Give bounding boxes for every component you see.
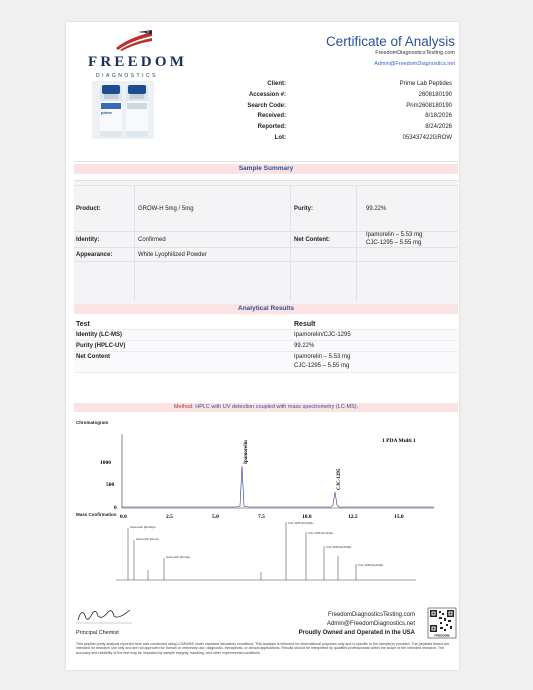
identity-label: Identity:: [76, 237, 100, 243]
peak-label-ipamorelin: Ipamorelin: [244, 440, 249, 464]
x-tick: 12.5: [348, 514, 358, 520]
chemist-signature: [74, 604, 134, 626]
brand-subtitle: DIAGNOSTICS: [96, 73, 158, 79]
freedom-logo: [78, 30, 188, 86]
purity-value: 99.22%: [366, 206, 387, 212]
client-info-label: Lot:: [274, 134, 286, 141]
method-text: HPLC with UV detection coupled with mass spectrometry (LC-MS).: [195, 404, 359, 410]
certificate-page: [66, 22, 459, 670]
y-tick: 1000: [100, 460, 111, 466]
purity-label: Purity:: [294, 206, 314, 212]
mass-label: Mass Confirmation: [76, 512, 117, 517]
appearance-label: Appearance:: [76, 252, 113, 258]
x-tick: 5.0: [212, 514, 219, 520]
client-info-row: [186, 135, 456, 146]
y-tick: 500: [106, 482, 115, 488]
footer-tagline: Proudly Owned and Operated in the USA: [298, 630, 415, 636]
mass-annotation: Ipamorelin [M+Na]+: [166, 555, 191, 559]
y-tick: 0: [114, 505, 117, 511]
mass-annotation: Ipamorelin [M+2H]2+: [130, 525, 157, 529]
net-content-cjc: CJC-1295 – 5.55 mg: [366, 240, 422, 246]
row-result-2: CJC-1295 – 5.55 mg: [294, 363, 350, 369]
results-table: [74, 319, 458, 373]
col-test: Test: [76, 321, 90, 328]
x-tick: 0.0: [120, 514, 127, 520]
product-photo: [92, 81, 154, 139]
x-tick: 7.5: [258, 514, 265, 520]
vial-brand: prime: [101, 110, 112, 115]
mass-spectrum-plot: [76, 518, 456, 586]
disclaimer: This peptide purity analysis reported here was conducted using LCMS/MS under standard laboratory conditions. This analysis is intended for informational purposes only and is specific to the sample(s) provided. The peptides tested are intended for research use only and are not approved for human or veterinary use, diagnostic, therapeutic, or clinical applications. Results should be interpreted by qualified professionals within the scope of the intended research. The accuracy and reliability of the test may be impacted by sample integrity, handling, and other experimental conditions.: [76, 642, 450, 655]
qr-code[interactable]: [428, 608, 456, 638]
header-website[interactable]: FreedomDiagnosticsTesting.com: [375, 50, 455, 56]
client-info-value: 053437422GROW: [402, 134, 452, 141]
table-row: [74, 341, 458, 352]
mass-annotation: CJC-1295 [M+6H]6+: [358, 563, 384, 567]
client-info-value: Prime Lab Peptides: [399, 81, 452, 87]
vial-left: [100, 85, 122, 137]
row-test: Net Content: [76, 354, 110, 360]
x-tick: 10.0: [302, 514, 312, 520]
vial-right: [126, 85, 148, 137]
mass-annotation: CJC-1295 [M+3H]3+: [288, 521, 314, 525]
col-result: Result: [294, 321, 316, 328]
client-info-value: Prim2608180190: [406, 102, 452, 109]
sample-summary-heading: Sample Summary: [74, 164, 458, 174]
client-info-row: [186, 124, 456, 135]
table-row: [74, 330, 458, 341]
client-info-label: Reported:: [257, 124, 286, 131]
client-info-row: [186, 92, 456, 103]
client-info-value: 2608180190: [418, 91, 452, 98]
mass-annotation: CJC-1295 [M+5H]5+: [326, 545, 352, 549]
client-info-value: 8/18/2026: [425, 113, 452, 120]
net-content-ipamorelin: Ipamorelin – 5.53 mg: [366, 232, 423, 238]
flag-icon: [114, 30, 154, 52]
x-tick: 2.5: [166, 514, 173, 520]
client-info-row: [186, 113, 456, 124]
results-header-row: [74, 319, 458, 330]
method-band: [74, 403, 458, 412]
mass-annotation: Ipamorelin [M+H]+: [136, 537, 160, 541]
client-info-label: Client:: [267, 81, 286, 87]
principal-chemist: Principal Chemist: [76, 630, 119, 636]
chromatogram-label: Chromatogram: [76, 420, 109, 425]
client-info-value: 8/24/2026: [425, 124, 452, 131]
brand-name: FREEDOM: [88, 54, 188, 70]
net-content-label: Net Content:: [294, 237, 330, 243]
table-row: [74, 352, 458, 373]
row-result: 99.22%: [294, 343, 315, 349]
sample-summary-table: [74, 180, 458, 305]
mass-annotation: CJC-1295 [M+4H]4+: [308, 531, 334, 535]
client-info-row: [186, 81, 456, 92]
peak-label-cjc: CJC-1295: [337, 468, 342, 490]
row-test: Identity (LC-MS): [76, 332, 122, 338]
row-result: Ipamorelin – 5.53 mg: [294, 354, 351, 360]
product-value: GROW-H 5mg / 5mg: [138, 206, 194, 212]
header-email[interactable]: Admin@FreedomDiagnostics.net: [374, 61, 455, 67]
identity-value: Confirmed: [138, 237, 166, 243]
footer-website[interactable]: FreedomDiagnosticsTesting.com: [327, 612, 415, 618]
method-label: Method:: [173, 404, 194, 410]
analytical-results-heading: Analytical Results: [74, 304, 458, 314]
x-tick: 15.0: [394, 514, 404, 520]
qr-caption: FREEDOM: [434, 633, 450, 638]
row-result: Ipamorelin/CJC-1295: [294, 332, 351, 338]
page-title: Certificate of Analysis: [325, 34, 455, 49]
client-info-label: Received:: [257, 113, 286, 120]
client-info-label: Search Code:: [247, 102, 286, 109]
client-info-label: Accession #:: [248, 91, 286, 98]
chromatogram-legend: 1 PDA Multi 1: [382, 438, 416, 444]
client-info-row: [186, 103, 456, 114]
footer-email[interactable]: Admin@FreedomDiagnostics.net: [326, 621, 415, 627]
appearance-value: White Lyophilized Powder: [138, 252, 207, 258]
product-label: Product:: [76, 206, 101, 212]
row-test: Purity (HPLC-UV): [76, 343, 126, 349]
client-info: [186, 81, 456, 146]
